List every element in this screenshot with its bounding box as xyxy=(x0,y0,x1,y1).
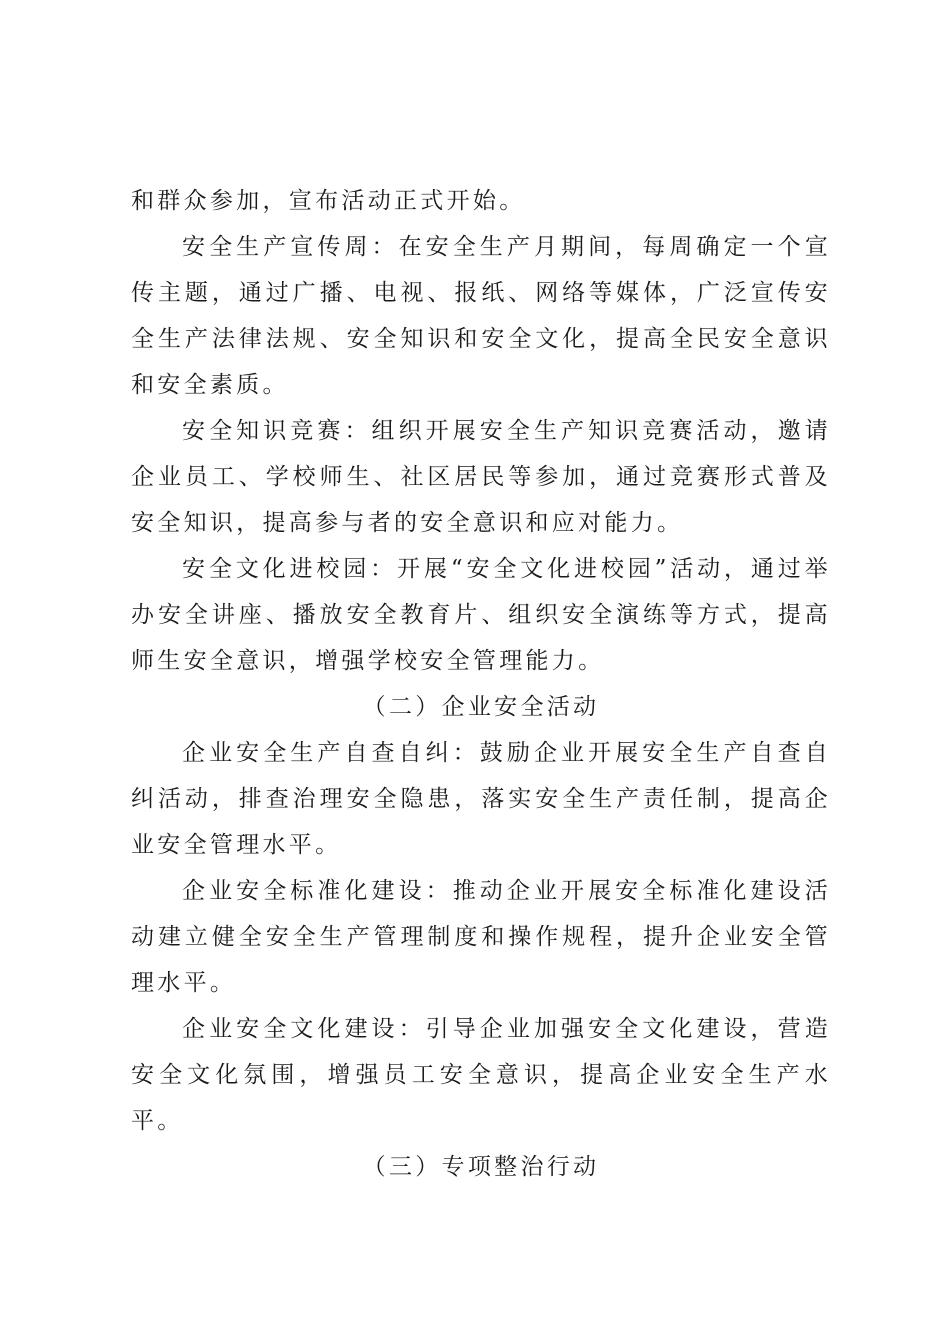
paragraph-enterprise-culture: 企业安全文化建设：引导企业加强安全文化建设，营造安全文化氛围，增强员工安全意识，提高企业安全生产水平。 xyxy=(131,1016,831,1134)
paragraph-self-inspection: 企业安全生产自查自纠：鼓励企业开展安全生产自查自纠活动，排查治理安全隐患，落实安全生产责任制，提高企业安全管理水平。 xyxy=(131,740,831,858)
paragraph-knowledge-contest: 安全知识竞赛：组织开展安全生产知识竞赛活动，邀请企业员工、学校师生、社区居民等参加，通过竞赛形式普及安全知识，提高参与者的安全意识和应对能力。 xyxy=(131,418,831,536)
section-heading-special-rectification: （三）专项整治行动 xyxy=(362,1154,600,1180)
paragraph-safety-week: 安全生产宣传周：在安全生产月期间，每周确定一个宣传主题，通过广播、电视、报纸、网络等媒体，广泛宣传安全生产法律法规、安全知识和安全文化，提高全民安全意识和安全素质。 xyxy=(131,234,831,398)
paragraph-continuation: 和群众参加，宣布活动正式开始。 xyxy=(131,188,526,214)
paragraph-standardization: 企业安全标准化建设：推动企业开展安全标准化建设活动建立健全安全生产管理制度和操作规程，提升企业安全管理水平。 xyxy=(131,878,831,996)
section-heading-enterprise: （二）企业安全活动 xyxy=(362,694,600,720)
paragraph-campus-culture: 安全文化进校园：开展“安全文化进校园”活动，通过举办安全讲座、播放安全教育片、组织安全演练等方式，提高师生安全意识，增强学校安全管理能力。 xyxy=(131,556,831,674)
document-body xyxy=(131,178,831,1190)
